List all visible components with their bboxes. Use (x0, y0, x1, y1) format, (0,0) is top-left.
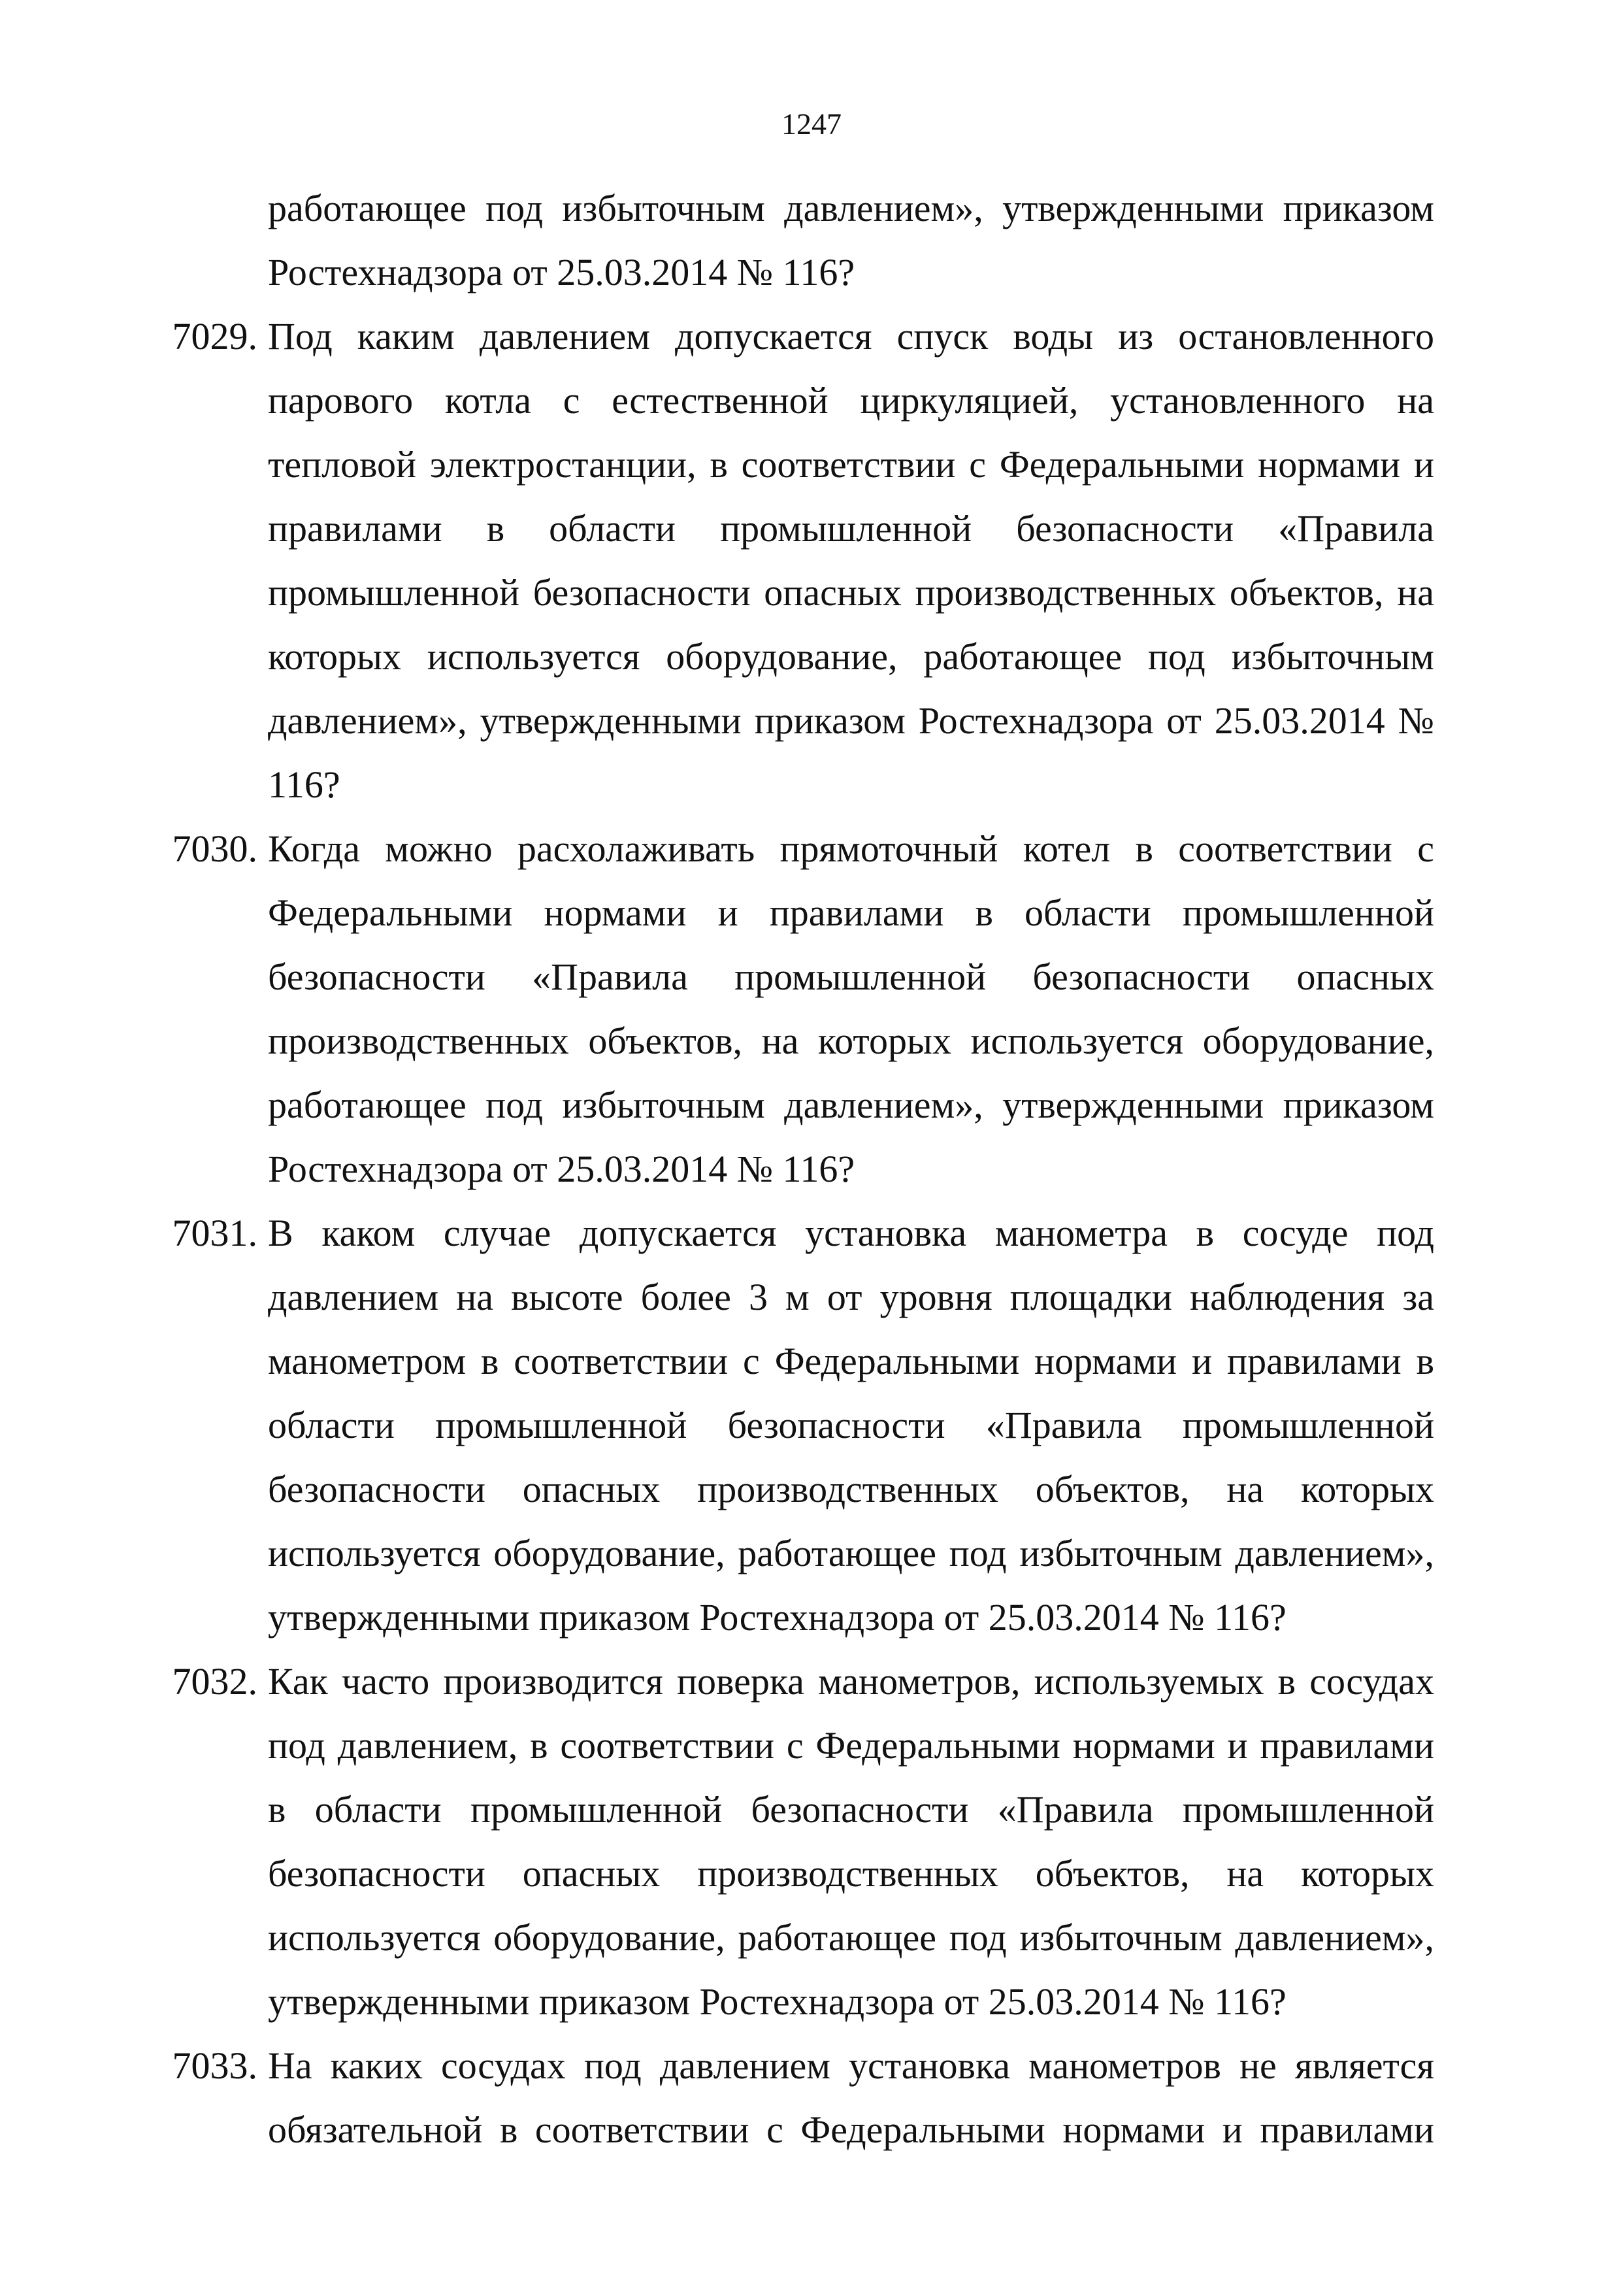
document-body (172, 176, 1434, 2162)
page-number: 1247 (781, 107, 842, 141)
question-number: 7029. (172, 315, 257, 358)
question-text: Под каким давлением допускается спуск воды из остановленного парового котла с естественной циркуляцией, установленного на тепловой электростанции, в соответствии с Федеральными нормами и правилами в области промышленной безопасности «Правила промышленной безопасности опасных производственных объектов, на которых используется оборудование, работающее под избыточным давлением», утвержденными приказом Ростехнадзора от 25.03.2014 № 116? (268, 315, 1434, 806)
question-text: Как часто производится поверка манометров, используемых в сосудах под давлением, в соответствии с Федеральными нормами и правилами в области промышленной безопасности «Правила промышленной безопасности опасных производственных объектов, на которых используется оборудование, работающее под избыточным давлением», утвержденными приказом Ростехнадзора от 25.03.2014 № 116? (268, 1660, 1434, 2023)
question-text: Когда можно расхолаживать прямоточный котел в соответствии с Федеральными нормами и правилами в области промышленной безопасности «Правила промышленной безопасности опасных производственных объектов, на которых используется оборудование, работающее под избыточным давлением», утвержденными приказом Ростехнадзора от 25.03.2014 № 116? (268, 827, 1434, 1190)
question-7033 (172, 2034, 1434, 2162)
question-number: 7031. (172, 1212, 257, 1254)
question-text: В каком случае допускается установка манометра в сосуде под давлением на высоте более 3 м от уровня площадки наблюдения за манометром в соответствии с Федеральными нормами и правилами в области промышленной безопасности «Правила промышленной безопасности опасных производственных объектов, на которых используется оборудование, работающее под избыточным давлением», утвержденными приказом Ростехнадзора от 25.03.2014 № 116? (268, 1212, 1434, 1639)
question-number: 7032. (172, 1660, 257, 1703)
question-text: На каких сосудах под давлением установка манометров не является обязательной в соответствии с Федеральными нормами и правилами (268, 2044, 1434, 2151)
question-number: 7030. (172, 827, 257, 870)
question-7031 (172, 1201, 1434, 1650)
question-7032 (172, 1650, 1434, 2034)
question-7030 (172, 817, 1434, 1201)
continuation-paragraph: работающее под избыточным давлением», утвержденными приказом Ростехнадзора от 25.03.2014 № 116? (268, 187, 1434, 293)
question-7029 (172, 305, 1434, 817)
question-number: 7033. (172, 2044, 257, 2087)
